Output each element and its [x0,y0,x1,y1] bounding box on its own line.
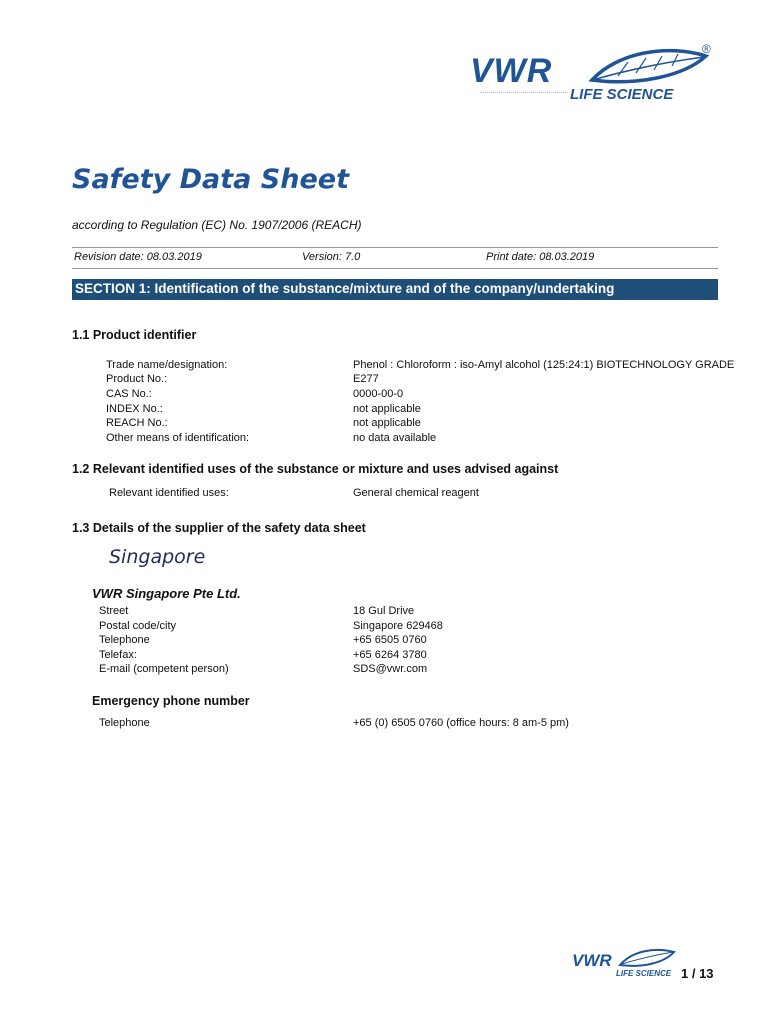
telephone-value: +65 6505 0760 [353,634,427,646]
logo-wordmark: VWR [470,52,553,90]
emergency-telephone-value: +65 (0) 6505 0760 (office hours: 8 am-5 pm) [353,717,569,729]
product-no-value: E277 [353,373,379,385]
logo-divider [480,92,568,93]
emergency-heading: Emergency phone number [92,694,250,708]
supplier-heading: 1.3 Details of the supplier of the safety data sheet [72,521,366,535]
document-subtitle: according to Regulation (EC) No. 1907/2006 (REACH) [72,218,362,232]
revision-date: Revision date: 08.03.2019 [74,251,202,263]
uses-label: Relevant identified uses: [109,487,229,499]
index-no-label: INDEX No.: [106,403,163,415]
footer-logo [572,947,682,983]
supplier-company: VWR Singapore Pte Ltd. [92,586,241,601]
index-no-value: not applicable [353,403,421,415]
revision-bar [72,247,718,269]
document-title: Safety Data Sheet [72,164,349,195]
supplier-country: Singapore [109,546,206,568]
leaf-icon [588,46,718,88]
email-label: E-mail (competent person) [99,663,229,675]
telephone-label: Telephone [99,634,150,646]
print-date: Print date: 08.03.2019 [486,251,595,263]
postal-value: Singapore 629468 [353,620,443,632]
logo-subtitle: LIFE SCIENCE [570,86,674,103]
section-1-header [72,279,718,300]
footer-logo-subtitle: LIFE SCIENCE [616,969,672,978]
trade-name-label: Trade name/designation: [106,359,228,371]
other-means-label: Other means of identification: [106,432,250,444]
reach-no-value: not applicable [353,417,421,429]
uses-value: General chemical reagent [353,487,479,499]
trade-name-value: Phenol : Chloroform : iso-Amyl alcohol (125:24:1) BIOTECHNOLOGY GRADE [353,359,735,371]
cas-no-value: 0000-00-0 [353,388,404,400]
registered-mark: ® [702,42,711,56]
vwr-logo [470,42,720,108]
street-value: 18 Gul Drive [353,605,415,617]
postal-label: Postal code/city [99,620,177,632]
section-1-title: SECTION 1: Identification of the substance/mixture and of the company/undertaking [75,281,615,296]
footer-leaf-icon [618,947,678,969]
uses-heading: 1.2 Relevant identified uses of the substance or mixture and uses advised against [72,462,559,476]
version: Version: 7.0 [302,251,361,263]
telefax-value: +65 6264 3780 [353,649,427,661]
email-value[interactable]: SDS@vwr.com [353,663,428,675]
cas-no-label: CAS No.: [106,388,152,400]
page-number: 1 / 13 [681,966,714,981]
other-means-value: no data available [353,432,437,444]
street-label: Street [99,605,129,617]
footer-logo-wordmark: VWR [572,951,612,970]
product-no-label: Product No.: [106,373,168,385]
product-identifier-heading: 1.1 Product identifier [72,328,197,342]
reach-no-label: REACH No.: [106,417,168,429]
emergency-telephone-label: Telephone [99,717,150,729]
telefax-label: Telefax: [99,649,137,661]
